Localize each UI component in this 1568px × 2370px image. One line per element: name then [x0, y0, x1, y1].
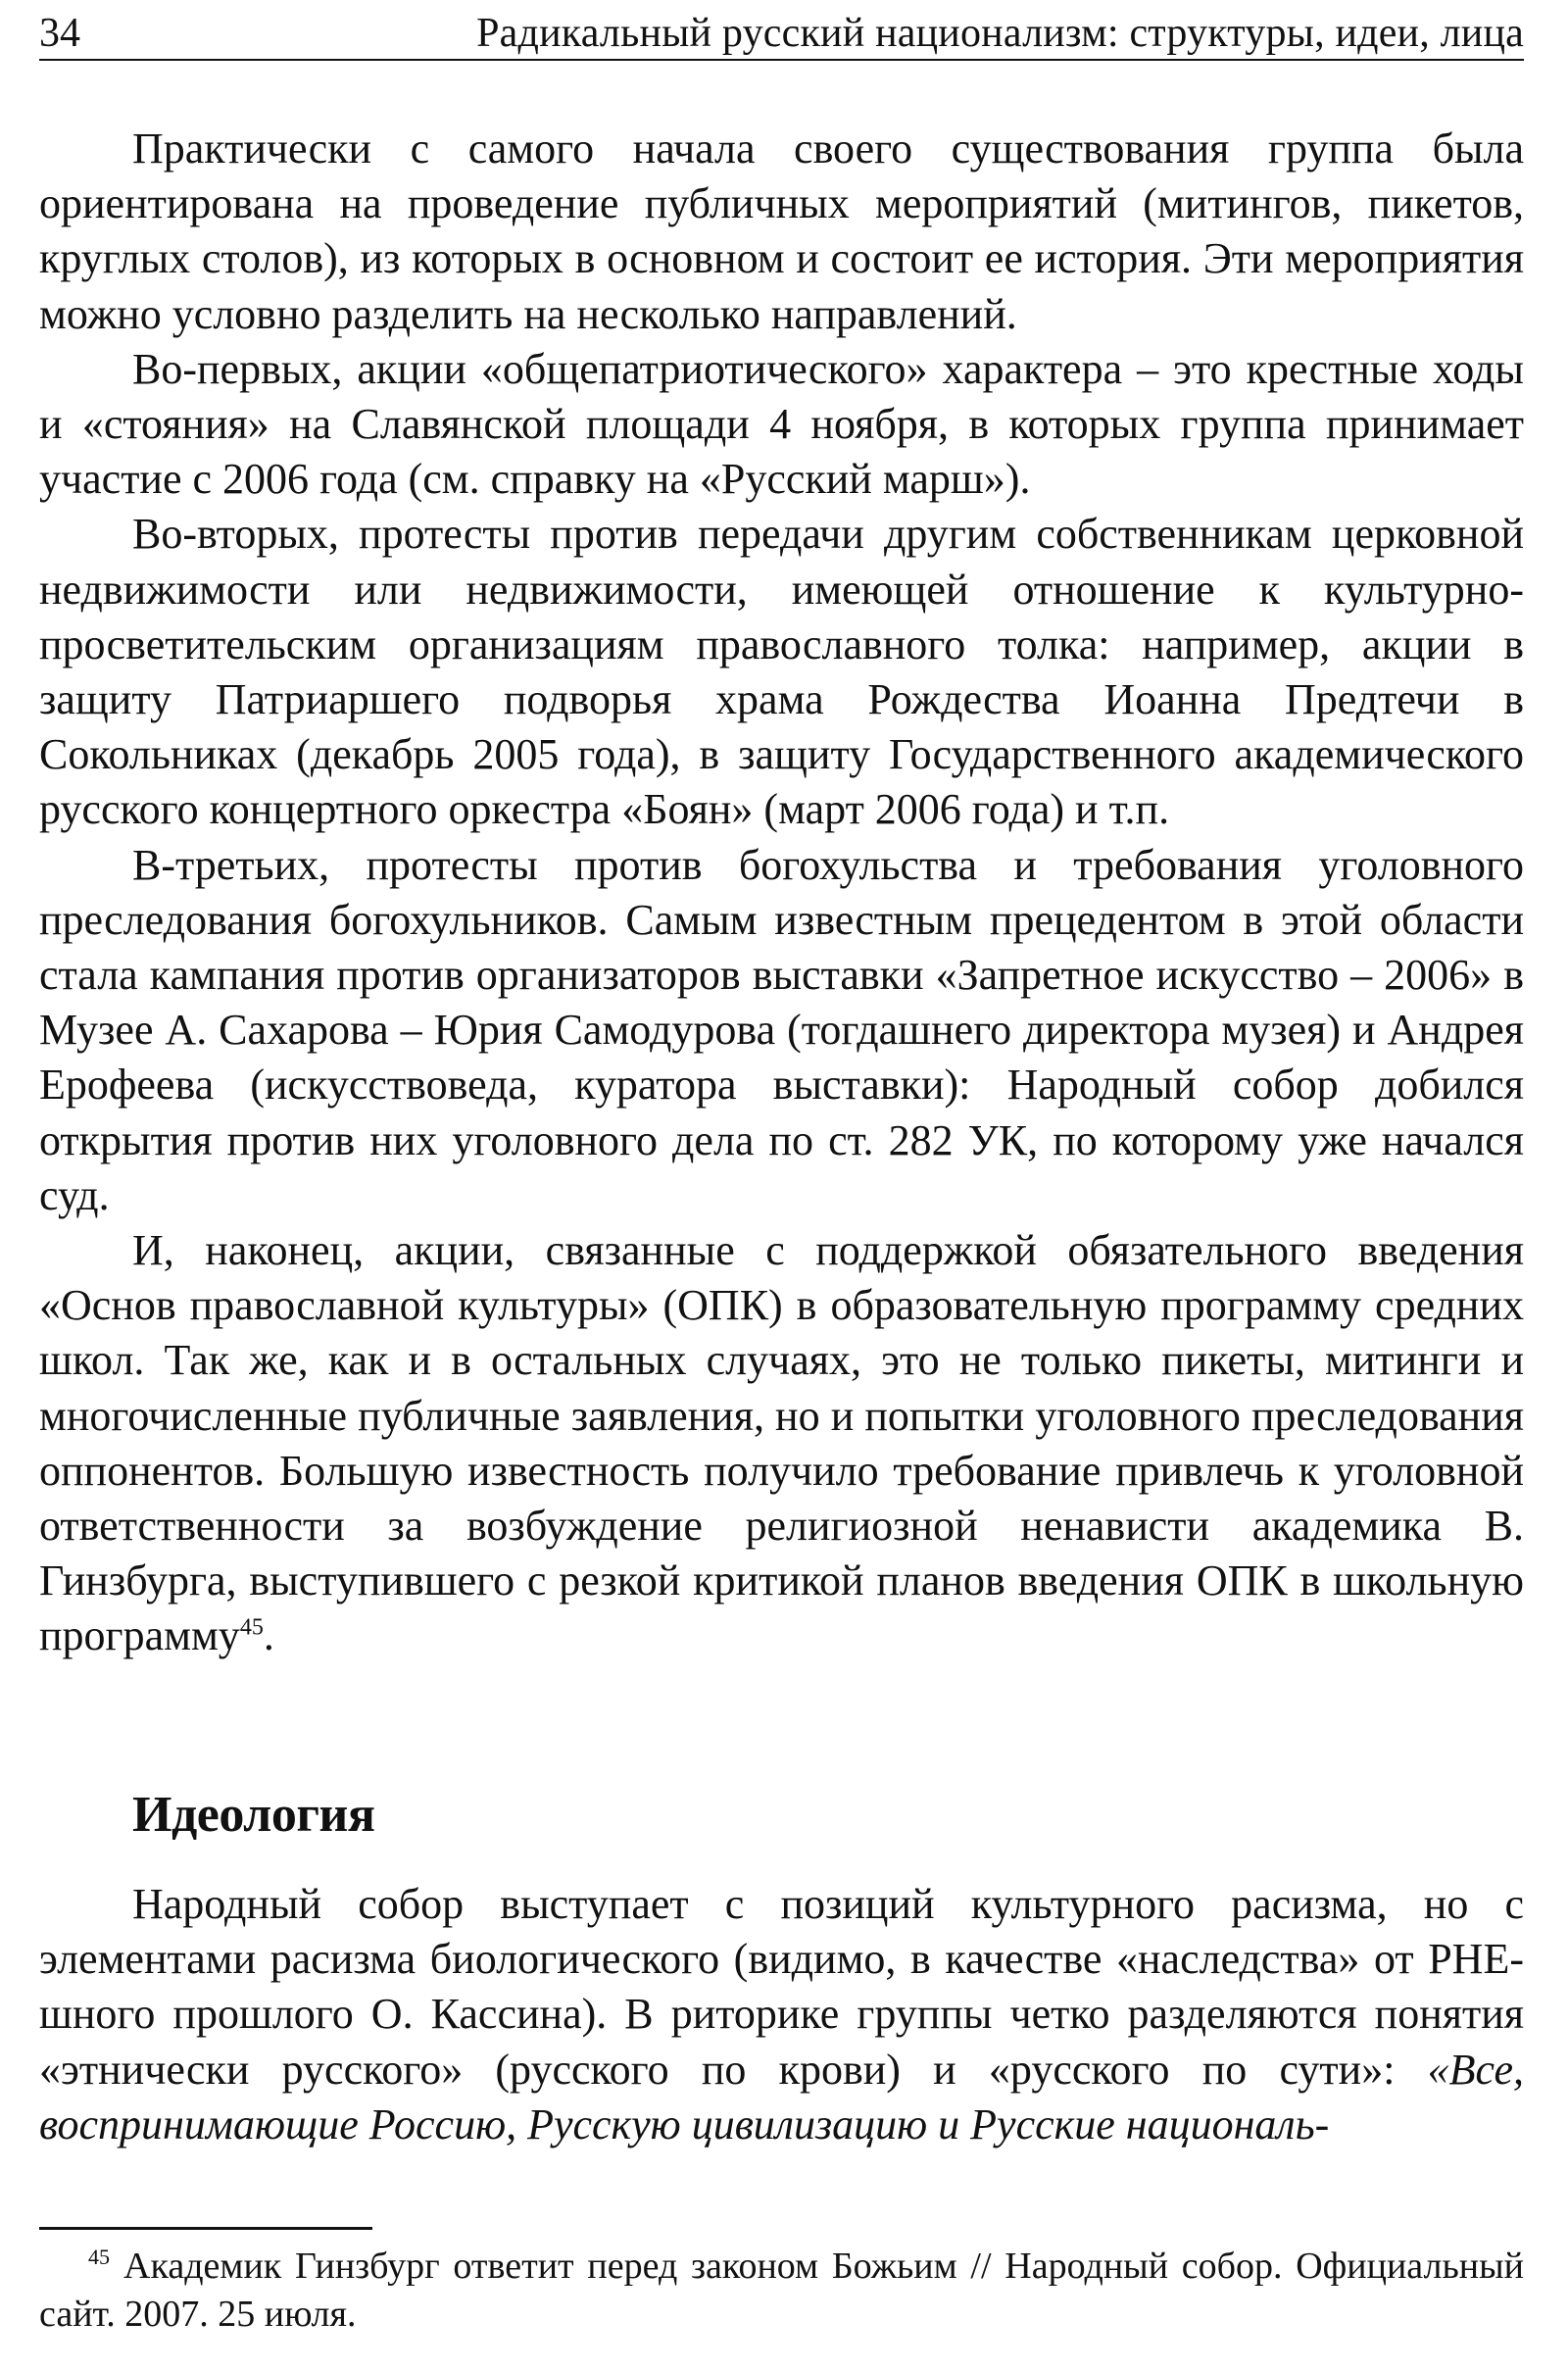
footnote-reference[interactable]: 45 [239, 1614, 264, 1641]
paragraph-5 [39, 1223, 1524, 1664]
section-paragraph-text: Народный собор выступает с позиций культурного расизма, но с элементами расизма биологического (видимо, в качестве «наследства» от РНЕ-шного прошлого О. Кассина). В риторике группы четко разделяются понятия «этнически русского» (русского по крови) и «русского по сути»: [39, 1880, 1524, 2094]
section-heading: Идеология [132, 1787, 375, 1843]
paragraph-5-text: И, наконец, акции, связанные с поддержкой обязательного введения «Основ православной культуры» (ОПК) в образовательную программу средних школ. Так же, как и в остальных случаях, это не только пикеты, митинги и многочисленные публичные заявления, но и попытки уголовного преследования оппонентов. Большую известность получило требование привлечь к уголовной ответственности за возбуждение религиозной ненависти академика В. Гинзбурга, выступившего с резкой критикой планов введения ОПК в школьную программу [39, 1226, 1524, 1660]
page-number: 34 [39, 11, 80, 56]
running-head [39, 4, 1524, 61]
footnote-divider [39, 2227, 372, 2230]
paragraph-5-end: . [263, 1611, 274, 1660]
footnote [39, 2243, 1524, 2339]
paragraph-4: В-третьих, протесты против богохульства и требования уголовного преследования богохульников. Самым известным прецедентом в этой области стала кампания против организаторов выставки «Запретное искусство – 2006» в Музее А. Сахарова – Юрия Самодурова (тогдашнего директора музея) и Андрея Ерофеева (искусствоведа, куратора выставки): Народный собор добился открытия против них уголовного дела по ст. 282 УК, по которому уже начался суд. [39, 840, 1524, 1219]
paragraph-1: Практически с самого начала своего существования группа была ориентирована на проведение публичных мероприятий (митингов, пикетов, круглых столов), из которых в основном и состоит ее история. Эти мероприятия можно условно разделить на несколько направлений. [39, 124, 1524, 338]
paragraph-2: Во-первых, акции «общепатриотического» характера – это крестные ходы и «стояния» на Славянской площади 4 ноября, в которых группа принимает участие с 2006 года (см. справку на «Русский марш»). [39, 344, 1524, 504]
footnote-text: Академик Гинзбург ответит перед законом Божьим // Народный собор. Официальный сайт. 2007. 25 июля. [39, 2246, 1524, 2335]
paragraph-3: Во-вторых, протесты против передачи другим собственникам церковной недвижимости или недвижимости, имеющей отношение к культурно-просветительским организациям православного толка: например, акции в защиту Патриаршего подворья храма Рождества Иоанна Предтечи в Сокольниках (декабрь 2005 года), в защиту Государственного академического русского концертного оркестра «Боян» (март 2006 года) и т.п. [39, 510, 1524, 834]
main-text [39, 122, 1524, 1664]
section-paragraph [39, 1877, 1524, 2152]
section-text [39, 1877, 1524, 2152]
running-title: Радикальный русский национализм: структуры, идеи, лица [476, 11, 1524, 56]
section-paragraph-quote: «Все, воспринимающие Россию, Русскую цивилизацию и Русские националь- [39, 2045, 1524, 2148]
footnote-number: 45 [88, 2245, 110, 2270]
book-page [39, 0, 1524, 2370]
